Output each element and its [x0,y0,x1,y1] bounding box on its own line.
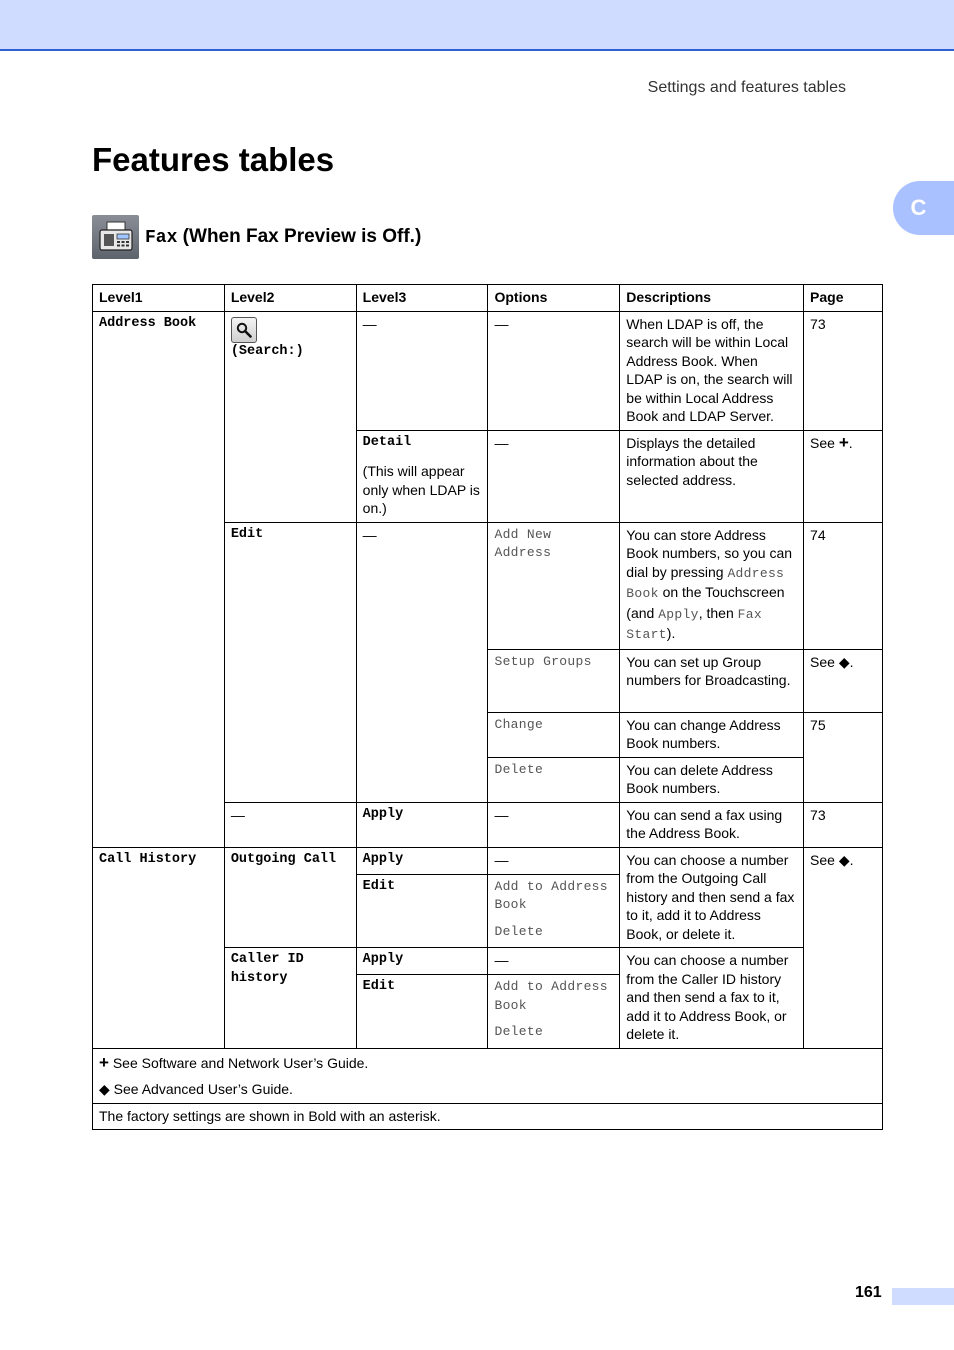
page-number-bar [892,1288,954,1305]
page-title: Features tables [92,141,335,178]
footnote-diamond: ◆ See Advanced User’s Guide. [99,1081,293,1097]
description-cell: You can set up Group numbers for Broadcasting. [620,649,804,712]
option-delete: Delete [494,923,544,939]
factory-note-row [93,1103,883,1130]
options-cell [488,975,620,1048]
fax-machine-icon [92,215,139,259]
description-cell: When LDAP is off, the search will be within Local Address Book. When LDAP is on, the search will be within Local Address Book and LDAP Server. [620,311,804,430]
table-row [93,847,883,874]
options-cell: — [488,311,620,430]
description-cell: You can change Address Book numbers. [620,712,804,757]
search-icon [231,317,257,343]
level2-caller-id-history: Caller ID history [224,948,356,1049]
page-cell: See ◆. [804,847,883,1048]
option-delete: Delete [494,1024,544,1040]
factory-note: The factory settings are shown in Bold with an asterisk. [93,1103,883,1130]
running-header: Settings and features tables [647,79,846,96]
page-cell: 74 [804,522,883,649]
level3-detail: Detail (This will appear only when LDAP is on.) [356,430,488,522]
top-banner [0,0,954,51]
footnotes-row [93,1048,883,1103]
level3-apply: Apply [356,847,488,874]
option-change: Change [488,712,620,757]
level3-edit: Edit [356,874,488,947]
options-cell: — [488,847,620,874]
option-setup-groups: Setup Groups [488,649,620,712]
detail-note: (This will appear only when LDAP is on.) [362,463,480,516]
page-cell: 75 [804,712,883,802]
page-cell: 73 [804,311,883,430]
description-cell: You can store Address Book numbers, so you can dial by pressing Address Book on the Touchscreen (and Apply, then Fax Start). [620,522,804,649]
table-row [93,311,883,430]
option-add-to-address-book: Add to Address Book [494,878,608,913]
level3-apply: Apply [356,948,488,975]
description-cell: You can choose a number from the Outgoing Call history and then send a fax to it, add it to Address Book, or delete it. [620,847,804,948]
header-descriptions: Descriptions [620,285,804,312]
option-add-to-address-book: Add to Address Book [494,979,608,1013]
description-cell: Displays the detailed information about the selected address. [620,430,804,522]
page-cell: See ◆. [804,649,883,712]
option-delete: Delete [488,757,620,802]
level3-cell: — [356,522,488,802]
page-number: 161 [855,1284,882,1301]
description-cell: You can send a fax using the Address Book. [620,802,804,847]
options-cell: — [488,948,620,975]
header-level3: Level3 [356,285,488,312]
footnotes-cell [93,1048,883,1103]
section-heading [92,215,421,259]
page-cell: 73 [804,802,883,847]
table-header-row [93,285,883,312]
level1-address-book: Address Book [93,311,225,847]
footnote-plus: + See Software and Network User’s Guide. [99,1052,369,1072]
page-cell: See +. [804,430,883,522]
level3-edit: Edit [356,975,488,1048]
option-add-new-address: Add New Address [488,522,620,649]
level3-apply: Apply [356,802,488,847]
description-cell: You can delete Address Book numbers. [620,757,804,802]
level2-outgoing-call: Outgoing Call [224,847,356,948]
options-cell [488,874,620,947]
search-label: (Search:) [230,343,304,359]
header-level1: Level1 [93,285,225,312]
description-cell: You can choose a number from the Caller ID history and then send a fax to it, add it to Address Book, or delete it. [620,948,804,1049]
options-cell: — [488,802,620,847]
header-page: Page [804,285,883,312]
level1-call-history: Call History [93,847,225,1048]
header-level2: Level2 [224,285,356,312]
level3-cell: — [356,311,488,430]
level2-edit: Edit [224,522,356,802]
options-cell: — [488,430,620,522]
features-table [92,284,883,1130]
level2-search [224,311,356,522]
section-title: Fax (When Fax Preview is Off.) [145,226,422,248]
level2-cell: — [224,802,356,847]
chapter-tab[interactable]: C [893,181,954,235]
header-options: Options [488,285,620,312]
